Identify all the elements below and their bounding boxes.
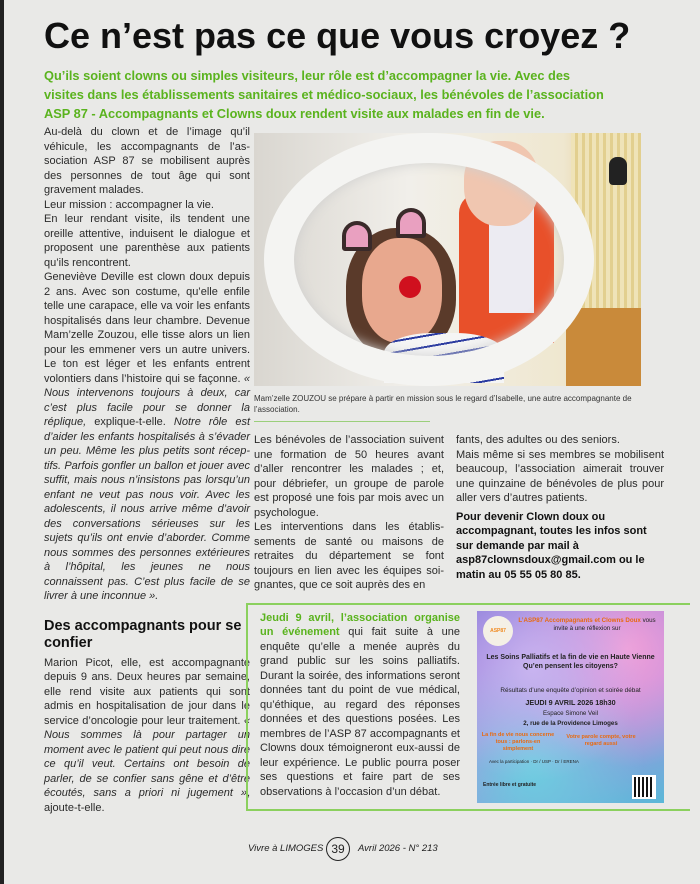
text: Geneviève Deville est clown doux depuis 2 ans. Avec son costume, qu’elle enfile telle une carapace, elle va voir les enfants hospitalisés dans leur chambre. Devenue Mam’zelle Zouzou, elle tisse alors un lien pour les emmener vers un autre univers. Le ton est léger et les enfants entrent volontiers dans l’histoire qui se façonne.: [44, 271, 250, 385]
left-column: [44, 125, 250, 815]
quote: Notre rôle est d’aider les enfants hospitalisés à s’évader un peu. Même les plus petits sont réceptifs. Parfois gonfler un ballon et jouer avec suffit, mais nous n’insistons pas lorsqu’un enfant ne veut pas nous voir. Avec les adolescents, il nous arrive même d’avoir des conversations sérieuses sur les sujets qu’ils ont envie d’aborder. Comme nous sommes des personnes extérieures à l’hôpital, les jeunes ne nous connaissent pas. C’est plus facile de se livrer à une inconnue ».: [44, 416, 251, 602]
poster-participation: Avec la participation · Dr / USP · Dr / ERENA: [489, 758, 579, 764]
paragraph: [44, 656, 250, 816]
event-box: [246, 603, 690, 811]
paragraph: Les bénévoles de l’association suivent une formation de 50 heures avant d’aller rencontrer les malades ; et, pour débriefer, un groupe de parole est proposé une fois par mois avec un psychologue.: [254, 434, 444, 519]
poster-slogan: La fin de vie nous concerne tous : parlons-en simplement: [481, 731, 555, 752]
article-photo: [254, 133, 641, 386]
paragraph: En leur rendant visite, ils tendent une oreille attentive, induisent le dialogue et proposent une parenthèse aux patients qu’ils rencontrent.: [44, 213, 250, 269]
text: explique-t-elle.: [86, 416, 174, 428]
article-body: [0, 125, 700, 837]
text: qui fait suite à une enquête qu’elle a menée auprès du grand public sur les soins palliatifs. Durant la soirée, des informations seront données tant du point de vue médical, qu’éthique, au regard des réponses données et des questions posées. Les membres de l’ASP 87 accompagnants et Clowns doux témoigneront eux-aussi de leur expérience. Le public pourra poser ses questions et faire part de ses observations à l’occasion d’un débat.: [260, 626, 461, 798]
page-edge: [0, 0, 4, 884]
poster-slogan: Votre parole compte, votre regard aussi: [566, 733, 636, 747]
issue-info: Avril 2026 - N° 213: [358, 843, 438, 854]
event-poster: [477, 611, 664, 803]
asp87-logo: ASP87: [483, 616, 513, 646]
poster-place: Espace Simone Veil: [542, 709, 599, 717]
poster-title: Les Soins Palliatifs et la fin de vie en Haute Vienne Qu’en pensent les citoyens?: [486, 653, 655, 670]
column-1-bottom: [44, 656, 250, 816]
text: vous invite à une réflexion sur: [553, 616, 656, 632]
right-column: [250, 125, 690, 811]
paragraph: Leur mission : accompagner la vie.: [44, 198, 214, 211]
poster-header: [517, 617, 657, 633]
poster-date: JEUDI 9 AVRIL 2026 18h30: [525, 697, 616, 707]
paragraph: [44, 270, 250, 604]
poster-address: 2, rue de la Providence Limoges: [523, 719, 618, 727]
contact-info: Pour devenir Clown doux ou accompagnant, toutes les infos sont sur demande par mail à asp87clownsdoux@gmail.com ou le matin au 05 55 05 80 85.: [456, 510, 647, 581]
paragraph: Les interventions dans les établissements de santé ou maisons de retraites du département se font toujours en lien avec les équipes soignantes, que ce soit auprès des en: [254, 521, 444, 591]
poster-results: Résultats d’une enquête d’opinion et soirée débat: [500, 686, 641, 694]
column-1: [44, 125, 250, 604]
photo-table: [566, 308, 641, 386]
event-text: [260, 611, 460, 803]
photo-cat-figurine: [609, 157, 627, 185]
text: L’ASP87 Accompagnants et Clowns Doux: [518, 616, 641, 624]
event-highlight: Jeudi 9 avril, l’association organise un événement: [260, 611, 460, 638]
article-lead: Qu’ils soient clowns ou simples visiteurs, leur rôle est d’accompagner la vie. Avec des visites dans les établissements sanitaires et médico-sociaux, les bénévoles de l’association ASP 87 - Accompagnants et Clowns doux rendent visite aux malades en fin de vie.: [44, 68, 604, 121]
page-number: 39: [326, 837, 350, 861]
text: Marion Picot, elle, est accompagnante depuis 9 ans. Deux heures par semaine, elle rend visite aux patients qui sont admis en hospitalisation de jour dans le service d’oncologie pour leur traitement.: [44, 656, 250, 727]
paragraph: Au-delà du clown et de l’image qu’il véhicule, les accompagnants de l’association ASP 87 se mobilisent auprès des personnes de tout âge qui sont gravement malades.: [44, 126, 250, 196]
column-3: [456, 433, 664, 593]
column-2: [254, 433, 444, 593]
columns-2-3: [254, 433, 690, 593]
quote: « Nous sommes là pour partager un moment avec le patient qui peut nous dire ce qu’il veut. Certains ont besoin de parler, de se confier sans gêne et d’être écoutés, sans a priori ni jugement »: [44, 714, 250, 799]
paragraph: fants, des adultes ou des seniors.: [456, 434, 620, 446]
page-footer: [0, 837, 700, 867]
text: , ajoute-t-elle.: [44, 787, 250, 814]
paragraph: Mais même si ses membres se mobilisent beaucoup, l’association aimerait trouver une quinzaine de bénévoles de plus pour aller vers d’autres patients.: [456, 448, 664, 504]
subheading: Des accompagnants pour se confier: [44, 617, 242, 651]
qr-code-icon: [632, 775, 656, 799]
photo-mirror-frame: [264, 133, 594, 386]
photo-caption: Mam’zelle ZOUZOU se prépare à partir en mission sous le regard d’Isabelle, une autre accompagnante de l’association.: [254, 394, 632, 414]
poster-entry: Entrée libre et gratuite: [483, 781, 537, 788]
page-title: Ce n’est pas ce que vous croyez ?: [44, 15, 631, 56]
divider: [254, 421, 430, 422]
magazine-name: Vivre à LIMOGES: [248, 843, 324, 854]
quote: « Nous intervenons toujours à deux, car c’est plus facile pour se donner la réplique,: [44, 372, 250, 428]
